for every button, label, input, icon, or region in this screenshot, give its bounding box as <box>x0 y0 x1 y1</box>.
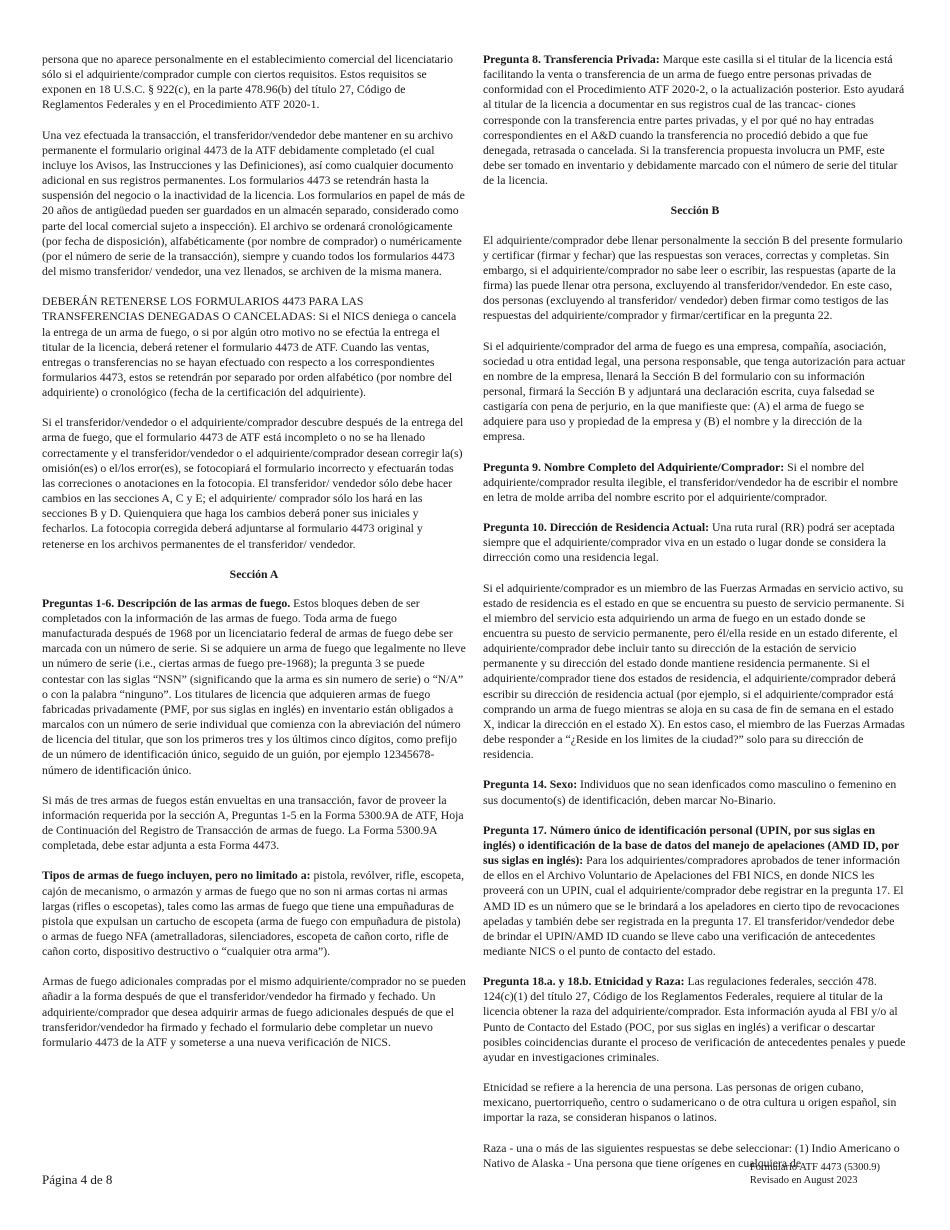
paragraph: Si el adquiriente/comprador del arma de fuego es una empresa, compañía, asociación, sociedad u otra entidad legal, una persona responsable, que tenga autorización para actuar en nombre de la empresa, llenará la Sección B del formulario con su información personal, firmará la Sección B y adjuntará una declaración escrita, cuya falsedad se castigaría con pena de perjurio, en la que manifieste que: (A) el arma de fuego se adquiere para uso y propiedad de la empresa y (B) el nombre y la dirección de la empresa. <box>483 339 906 444</box>
question-title: Pregunta 9. Nombre Completo del Adquiriente/Comprador: <box>483 460 785 474</box>
paragraph: Si el transferidor/vendedor o el adquiriente/comprador descubre después de la entrega del arma de fuego, que el formulario 4473 de ATF está incompleto o no se ha llenado correctamente y el transferidor/vendedor o el adquiriente/comprador desean corregir la(s) omisión(es) o el/los error(es), se fotocopiará el formulario incorrecto y efectuarán todas las correciones o anotaciones en la fotocopia. El transferidor/ vendedor sólo debe hacer cambios en las secciones A, C y E; el adquiriente/ comprador sólo los hará en las secciones B y D. Quienquiera que haga los cambios deberá poner sus iniciales y fecharlos. La fotocopia corregida deberá adjuntarse al formulario 4473 original y retenerse en los archivos permanentes de el transferidor/ vendedor. <box>42 416 464 551</box>
right-column <box>483 52 907 1186</box>
paragraph-denied-transfers: DEBERÁN RETENERSE LOS FORMULARIOS 4473 PARA LAS TRANSFERENCIAS DENEGADAS O CANCELADAS: Si el NICS deniega o cancela la entrega de un arma de fuego, o si por algún otro motivo no se efectúa la entrega el titular de la licencia, deberá retener el formulario 4473 de ATF. Cuando las ventas, entregas o transferencias no se hayan efectuado con respecto a los correspondientes formularios 4473, estos se retendrán por separado por orden alfabético (por nombre del adquiriente) o cronológico (fecha de la certificación del adquiriente). <box>42 295 457 400</box>
paragraph <box>483 974 907 1065</box>
paragraph <box>42 868 466 959</box>
question-text: Estos bloques deben de ser completados con la información de las armas de fuego. Toda arma de fuego manufacturada después de 1968 por un licenciatario federal de armas de fuego debe ser marcada con un número de serie. Si se adquiere un arma de fuego que legalmente no lleve un número de serie (i.e., ciertas armas de fuego pre-1968); la pregunta 3 se puede contestar con las siglas “NSN” (significando que la arma es sin numero de serie) o “N/A” o con la palabra “ninguno”. Los titulares de licencia que adquieren armas de fuego fabricadas privadamente (PMF, por sus siglas en inglés) en inventario están obligados a marcalos con un número de serie individual que comienza con la abreviación del número de licencia del titular, que son los primeros tres y los últimos cinco dígitos, como prefijo de un número de identificación único, seguido de un guión, por ejemplo 12345678- número de identificación único. <box>42 596 466 777</box>
paragraph <box>483 823 907 959</box>
question-text: Si el nombre del adquiriente/comprador resulta ilegible, el transferidor/vendedor ha de escribir el nombre en letra de molde arriba del nombre escrito por el adquiriente/comprador. <box>483 460 899 504</box>
paragraph: Etnicidad se refiere a la herencia de una persona. Las personas de origen cubano, mexicano, puertorriqueño, centro o sudamericano o de otra cultura u origen español, sin importar la raza, se consideran hispanos o latinos. <box>483 1081 897 1125</box>
section-a-heading: Sección A <box>229 567 279 581</box>
paragraph: El adquiriente/comprador debe llenar personalmente la sección B del presente formulario y certificar (firmar y fechar) que las respuestas son veraces, correctas y completas. Sin embargo, si el adquiriente/comprador no sabe leer o escribir, las respuestas (aparte de la firma) las puede llenar otra persona, excluyendo al transferidor/vendedor. En este caso, dos personas (excluyendo al transferidor/ vendedor) deben firmar como testigos de las respuestas del adquiriente/comprador y firmar/certificar en la pregunta 22. <box>483 233 903 323</box>
page-number: Página 4 de 8 <box>42 1172 113 1187</box>
question-title: Pregunta 8. Transferencia Privada: <box>483 53 660 66</box>
paragraph <box>42 596 466 778</box>
question-text: pistola, revólver, rifle, escopeta, cajón de mecanismo, o armazón y armas de fuego que no son ni armas cortas ni armas largas (rifles o escopetas), tales como las armas de fuego que tiene una empuñaduras de pistola que expulsan un cartucho de escopeta (arma de fuego con empuñadura de pistola) o armas de fuego NFA (ametralladoras, silenciadores, escopeta de cañon corto, rifle de cañon corto, dispositivo destructivo o “cualquier otra arma”). <box>42 869 465 959</box>
section-b-heading: Sección B <box>670 204 720 218</box>
question-text: Una ruta rural (RR) podrá ser aceptada siempre que el adquiriente/comprador viva en un estado o lugar donde se considera la dirrección como una residencia legal. <box>483 521 895 565</box>
paragraph: Una vez efectuada la transacción, el transferidor/vendedor debe mantener en su archivo permanente el formulario original 4473 de la ATF debidamente completado (el cual incluye los Avisos, las Instrucciones y las Definiciones), así como cualquier documento adicional en sus registros permanentes. Los formularios 4473 se retendrán hasta la suspensión del negocio o la inactividad de la licencia. Los formularios en papel de más de 20 años de antigüedad pueden ser guardados en un almacén separado, considerado como parte del local comercial sujeto a inspección). El archivo se ordenará cronológicamente (por fecha de disposición), alfabéticamente (por nombre de comprador) o numéricamente (por el número de serie de la transacción), siempre y cuando todos los formularios 4473 del mismo transferidor/ vendedor, una vez llenados, se archiven de la misma manera. <box>42 128 465 279</box>
question-text: Para los adquirientes/compradores aprobados de tener información de ellos en el Archivo Voluntario de Apelaciones del FBI NICS, en donde NICS les proveerá con un UPIN, cual el adquiriente/comprador debe registrar en la pregunta 17. El AMD ID es un número que se le brindará a los apeladores en cierto tipo de revocaciones apeladas y también debe ser registrada en la pregunta 17. El transferidor/vendedor debe de brindar el UPIN/AMD ID cuando se lleve cabo una verificación de antecedentes mediante NICS o el punto de contacto del estado. <box>483 854 904 958</box>
paragraph: Armas de fuego adicionales compradas por el mismo adquiriente/comprador no se pueden añadir a la forma después de que el transferidor/vendedor ha firmado y fechado. Un adquiriente/comprador que desea adquirir armas de fuego adicionales después de que el transferidor/vendedor ha firmado y fechado el formulario debe completar un nuevo formulario 4473 de la ATF y someterse a una nueva verificación de NICS. <box>42 975 466 1049</box>
question-title: Pregunta 10. Dirección de Residencia Actual: <box>483 521 710 535</box>
question-title: Preguntas 1-6. Descripción de las armas de fuego. <box>42 596 291 610</box>
question-title: Pregunta 18.a. y 18.b. Etnicidad y Raza: <box>483 975 685 989</box>
paragraph <box>483 777 907 807</box>
form-number: Formulario ATF 4473 (5300.9) <box>749 1162 880 1173</box>
form-identifier <box>750 1161 880 1187</box>
left-column <box>42 52 466 1065</box>
question-text: Individuos que no sean idenficados como masculino o femenino en sus documento(s) de identificación, deben marcar No-Binario. <box>483 778 897 807</box>
paragraph: Raza - una o más de las siguientes respuestas se debe seleccionar: (1) Indio Americano o Nativo de Alaska - Una persona que tiene orígenes en cualquiera de <box>483 1141 900 1170</box>
paragraph: Si más de tres armas de fuegos están envueltas en una transacción, favor de proveer la información requerida por la sección A, Preguntas 1-5 en la Forma 5300.9A de ATF, Hoja de Continuación del Registro de Transacción de armas de fuego. La Forma 5300.9A completada, debe estar adjunta a esta Forma 4473. <box>42 793 464 853</box>
revision-date: Revisado en August 2023 <box>749 1175 858 1186</box>
paragraph <box>483 52 907 188</box>
question-text: Las regulaciones federales, sección 478. 124(c)(1) del título 27, Código de los Reglamentos Federales, requiere al titular de la licencia obtener la raza del adquiriente/comprador. Esta información ayuda al FBI y/o al Punto de Contacto del Estado (POC, por sus siglas en inglés) a verificar o descartar posibles coincidencias durante el proceso de verificación de antecedentes penales y puede ayudar en investigaciones criminales. <box>483 975 906 1064</box>
question-title: Pregunta 17. Número único de identificación personal (UPIN, por sus siglas en inglés) o identificación de la base de datos del manejo de apelaciones (AMD ID, por sus siglas en inglés): <box>483 823 899 868</box>
paragraph: persona que no aparece personalmente en el establecimiento comercial del licenciatario sólo si el adquiriente/comprador cumple con ciertos requisitos. Estos requisitos se exponen en 18 U.S.C. § 922(c), en la parte 478.96(b) del título 27, Código de Reglamentos Federales y en el Procedimiento ATF 2020-1. <box>42 53 454 112</box>
question-title: Pregunta 14. Sexo: <box>483 778 578 792</box>
paragraph <box>483 460 907 505</box>
paragraph: Si el adquiriente/comprador es un miembro de las Fuerzas Armadas en servicio activo, su estado de residencia es el estado en que se encuentra su puesto de servicio permanente. Si el miembro del servicio esta adquiriendo un arma de fuego en un estado donde se encuentra su puesto de servicio permanente, pero él/ella reside en un estado diferente, el adquiriente/comprador debe incluir tanto su dirección de la estación de servicio permanente y su dirección del estado donde mantiene residencia permanente. Si el adquiriente/comprador tiene dos estados de residencia, el adquiriente/comprador deberá escribir su dirección de residencia actual (por ejemplo, si el adquiriente/comprador está comprando un arma de fuego mientras se aloja en su casa de fin de semana en el estado X, indicar la dirección en el estado X). En estos caso, el miembro de las Fuerzas Armadas debe responder a “¿Reside en los limites de la ciudad?” solo para su dirección de residencia. <box>483 581 905 762</box>
question-title: Tipos de armas de fuego incluyen, pero no limitado a: <box>42 869 311 883</box>
paragraph <box>483 520 907 565</box>
question-text: Marque este casilla si el titular de la licencia está facilitando la venta o transferencia de un arma de fuego entre personas privadas de conformidad con el Procedimiento ATF 2020-2, o la actualización posterior. Esto ayudará al titular de la licencia a documentar en sus registros cual de las trancac- ciones corresponde con la transferencia entre partes privadas, y el por qué no hay entradas correspondientes en el A&D cuando la transferencia no procedió debido a que fue denegada, retrasada o cancelada. Si la transferencia propuesta involucra un PMF, este debe ser tomado en inventario y debidamente marcado con el número de serie del titular de la licencia. <box>483 53 905 188</box>
